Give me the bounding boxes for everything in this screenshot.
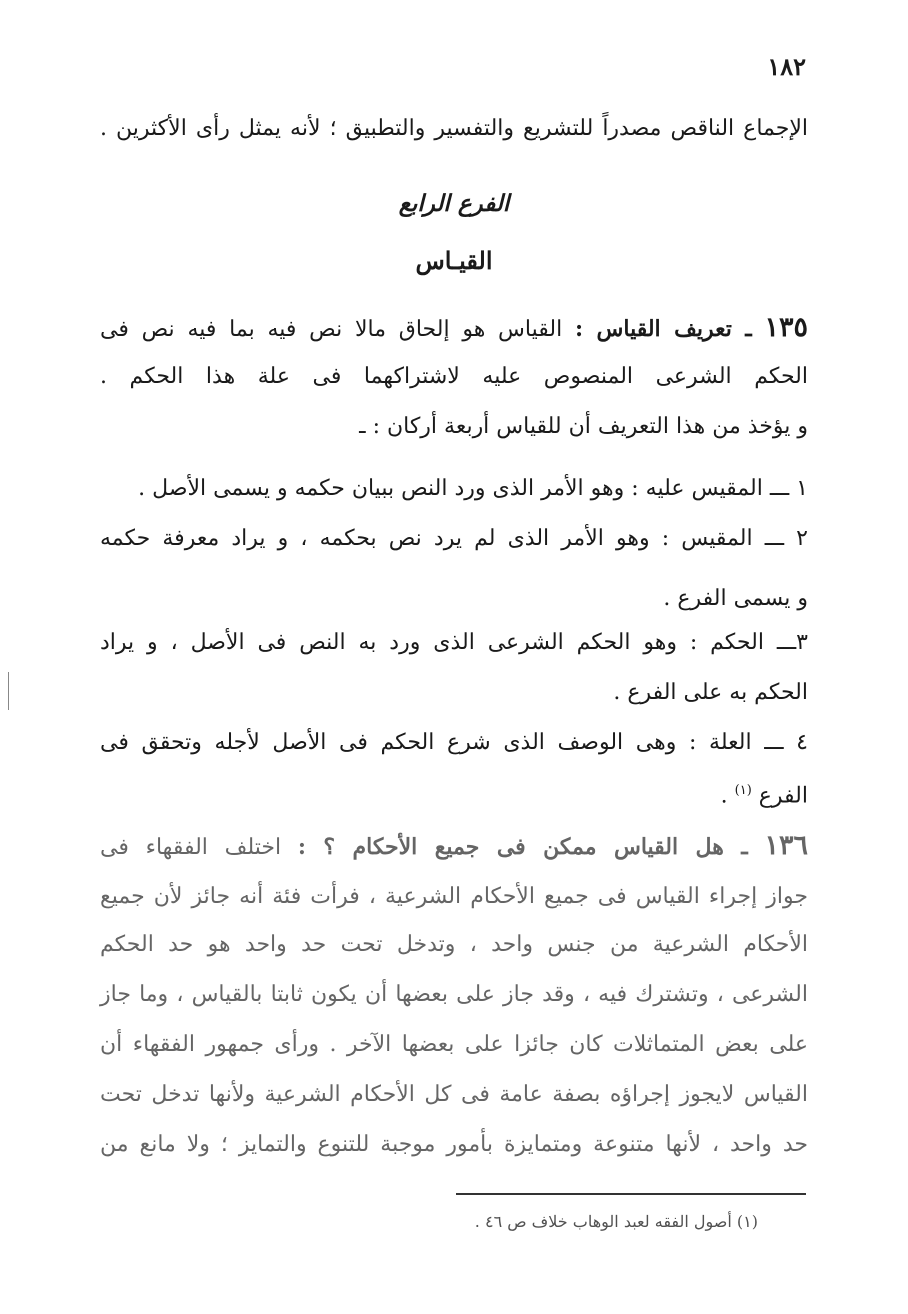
pillar-item-4-line-1: ٤ ـــ العلة : وهى الوصف الذى شرع الحكم فى الأصل لأجله وتحقق فى <box>100 730 808 755</box>
footnote: (١) أصول الفقه لعبد الوهاب خلاف ص ٤٦ . <box>474 1212 758 1231</box>
paragraph-136-line-4: الشرعى ، وتشترك فيه ، وقد جاز على بعضها أن يكون ثابتا بالقياس ، وما جاز <box>100 982 808 1007</box>
paragraph-135-line-3: و يؤخذ من هذا التعريف أن للقياس أربعة أركان : ـ <box>359 414 808 439</box>
paragraph-heading: ـ تعريف القياس : <box>574 316 752 342</box>
footnote-marker: (١) <box>734 783 752 798</box>
paragraph-136-line-6: القياس لايجوز إجراؤه بصفة عامة فى كل الأحكام الشرعية ولأنها تدخل تحت <box>100 1082 808 1107</box>
margin-mark <box>8 672 9 710</box>
paragraph-135-line-1 <box>100 314 808 341</box>
pillar-item-3-line-2: الحكم به على الفرع . <box>613 680 808 705</box>
paragraph-136-line-7: حد واحد ، لأنها متنوعة ومتمايزة بأمور موجبة للتنوع والتمايز ؛ ولا مانع من <box>100 1132 808 1157</box>
paragraph-heading: ـ هل القياس ممكن فى جميع الأحكام ؟ : <box>297 834 748 860</box>
paragraph-number: ١٣٥ <box>764 312 808 343</box>
paragraph-136-line-2: جواز إجراء القياس فى جميع الأحكام الشرعية ، فرأت فئة أنه جائز لأن جميع <box>100 884 808 909</box>
pillar-item-3-line-1: ٣ـــ الحكم : وهو الحكم الشرعى الذى ورد به النص فى الأصل ، و يراد <box>100 630 808 655</box>
pillar-item-1: ١ ـــ المقيس عليه : وهو الأمر الذى ورد النص ببيان حكمه و يسمى الأصل . <box>138 476 808 501</box>
paragraph-text: القياس هو إلحاق مالا نص فيه بما فيه نص فى <box>100 317 563 342</box>
pillar-item-2-line-2: و يسمى الفرع . <box>663 586 808 611</box>
paragraph-136-line-5: على بعض المتماثلات كان جائزا على بعضها الآخر . ورأى جمهور الفقهاء أن <box>100 1032 808 1057</box>
paragraph-number: ١٣٦ <box>764 830 808 861</box>
pillar-item-4-line-2 <box>721 784 808 807</box>
intro-line: الإجماع الناقص مصدراً للتشريع والتفسير والتطبيق ؛ لأنه يمثل رأى الأكثرين . <box>100 116 808 141</box>
section-heading: الفرع الرابع <box>398 190 510 217</box>
section-title: القيـاس <box>415 246 493 275</box>
pillar-item-2-line-1: ٢ ـــ المقيس : وهو الأمر الذى لم يرد نص بحكمه ، و يراد معرفة حكمه <box>100 526 808 551</box>
page-number: ١٨٢ <box>767 52 806 81</box>
footnote-rule <box>456 1193 806 1195</box>
paragraph-136-line-3: الأحكام الشرعية من جنس واحد ، وتدخل تحت حد واحد هو حد الحكم <box>100 932 808 957</box>
pillar-item-4-text: الفرع <box>758 783 808 809</box>
pillar-item-4-end: . <box>720 783 728 809</box>
paragraph-135-line-2: الحكم الشرعى المنصوص عليه لاشتراكهما فى علة هذا الحكم . <box>100 364 809 389</box>
paragraph-136-line-1 <box>100 832 808 859</box>
paragraph-text: اختلف الفقهاء فى <box>100 835 282 860</box>
